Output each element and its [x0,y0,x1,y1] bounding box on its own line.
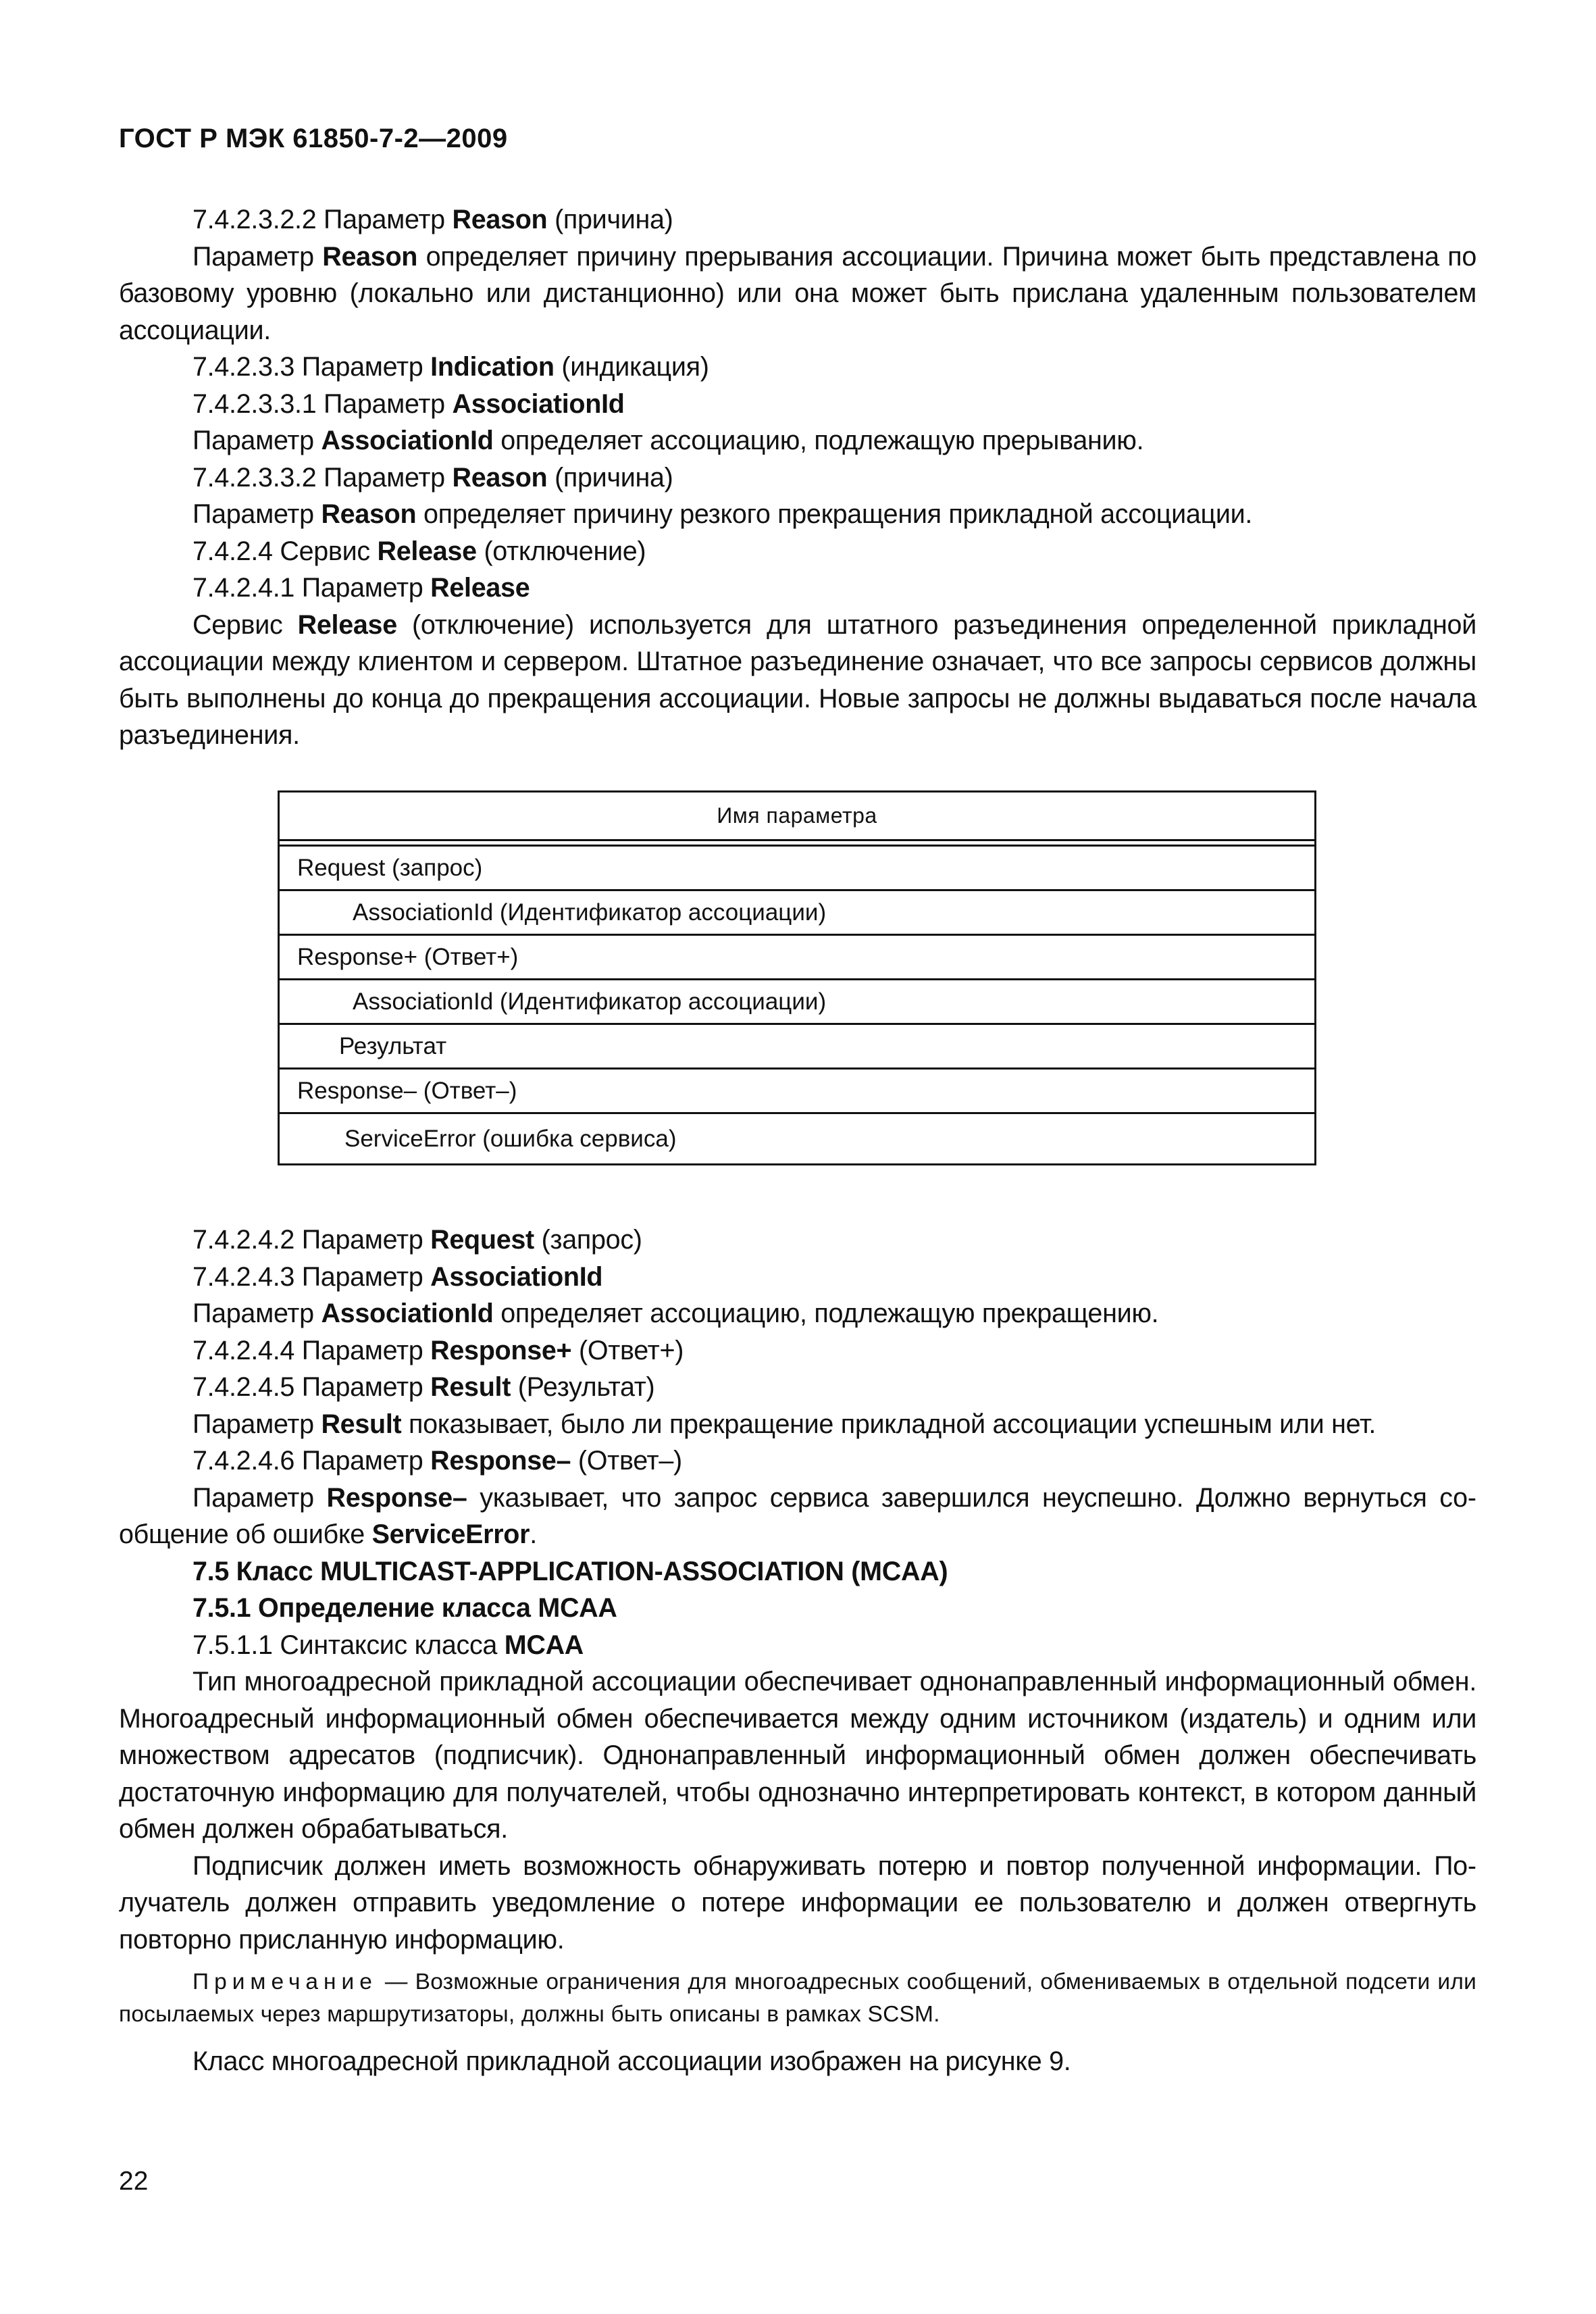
paragraph-associationid-definition: Параметр AssociationId определяет ассоциацию, подлежащую прерыванию. [192,426,1144,455]
table-header: Имя параметра [280,793,1314,841]
document-page [119,0,1476,2314]
paragraph-associationid-release-definition: Параметр AssociationId определяет ассоциацию, подлежащую прекращению. [192,1299,1159,1328]
table-row: Response– (Ответ–) [280,1067,1314,1112]
note-paragraph: Примечание — Возможные ограничения для многоадресных сообщений, обмениваемых в отдельной подсети или посылаемых через маршрутизаторы, должны быть описаны в рамках SCSM. [119,1969,1476,2027]
paragraph-mcaa-description: Тип многоадресной прикладной ассоциации обеспечивает однонаправленный информационный обмен. Многоадресный информационный обмен обеспечивается между одним источником (издатель) и одним или множеством адресатов (подписчик). Однонаправленный информационный обмен должен обеспечивать достаточную информацию для получателей, чтобы однозначно интерпретировать контекст, в котором данный обмен должен обрабатываться. [119,1667,1476,1844]
paragraph-7-4-2-3-2-2-heading: 7.4.2.3.2.2 Параметр Reason (причина) [192,205,673,234]
paragraph-release-definition: Сервис Release (отключение) используется для штатного разъединения определенной прикладной ассоциации между клиентом и сервером. Штатное разъединение означает, что все запросы сервисов должны быть выполнены до конца до прекращения ассоциации. Новые запросы не должны выдаваться после начала разъединения. [119,609,1476,750]
paragraph-7-4-2-4-3-heading: 7.4.2.4.3 Параметр AssociationId [192,1261,603,1292]
section-heading-7-5-1: 7.5.1 Определение класса MCAA [192,1593,617,1623]
paragraph-response-minus-definition: Параметр Response– указывает, что запрос сервиса завершился неуспешно. Должно вернуться сообщение об ошибке ServiceError. [119,1482,1476,1549]
paragraph-7-4-2-4-heading: 7.4.2.4 Сервис Release (отключение) [192,536,646,566]
document-header-title: ГОСТ Р МЭК 61850-7-2—2009 [119,124,508,153]
table-row: Response+ (Ответ+) [280,934,1314,978]
note-label: Примечание [192,1969,378,1994]
paragraph-7-4-2-4-6-heading: 7.4.2.4.6 Параметр Response– (Ответ–) [192,1446,682,1476]
paragraph-figure-reference: Класс многоадресной прикладной ассоциации изображен на рисунке 9. [192,2046,1071,2076]
section-heading-7-5: 7.5 Класс MULTICAST-APPLICATION-ASSOCIATION (MCAA) [192,1556,948,1586]
paragraph-7-4-2-4-4-heading: 7.4.2.4.4 Параметр Response+ (Ответ+) [192,1335,684,1365]
table-row: ServiceError (ошибка сервиса) [280,1112,1314,1163]
table-row: AssociationId (Идентификатор ассоциации) [280,978,1314,1023]
paragraph-7-4-2-4-1-heading: 7.4.2.4.1 Параметр Release [192,573,530,603]
paragraph-7-4-2-4-5-heading: 7.4.2.4.5 Параметр Result (Результат) [192,1372,655,1402]
paragraph-7-4-2-3-3-1-heading: 7.4.2.3.3.1 Параметр AssociationId [192,388,625,419]
table-row: AssociationId (Идентификатор ассоциации) [280,889,1314,934]
page-number: 22 [119,2167,149,2196]
paragraph-reason-definition: Параметр Reason определяет причину прерывания ассоциации. Причина может быть представлена по базовому уровню (локально или дистанционно) или она может быть прислана удаленным пользователем ассоциации. [119,241,1476,345]
paragraph-7-5-1-1-heading: 7.5.1.1 Синтаксис класса MCAA [192,1630,584,1660]
top-text-block [119,201,1476,754]
paragraph-subscriber-description: Подписчик должен иметь возможность обнаруживать потерю и повтор полученной информации. Получатель должен отправить уведомление о потере информации ее пользователю и должен отвергнуть повторно присланную информацию. [119,1851,1476,1955]
paragraph-result-definition: Параметр Result показывает, было ли прекращение прикладной ассоциации успешным или нет. [192,1409,1376,1439]
table-row: Request (запрос) [280,845,1314,889]
parameter-table [278,790,1316,1165]
paragraph-7-4-2-3-3-2-heading: 7.4.2.3.3.2 Параметр Reason (причина) [192,462,673,493]
paragraph-7-4-2-4-2-heading: 7.4.2.4.2 Параметр Request (запрос) [192,1225,642,1255]
bottom-text-block [119,1222,1476,2080]
table-row: Результат [280,1023,1314,1067]
paragraph-reason-abort-definition: Параметр Reason определяет причину резкого прекращения прикладной ассоциации. [192,499,1253,529]
paragraph-7-4-2-3-3-heading: 7.4.2.3.3 Параметр Indication (индикация) [192,352,709,382]
